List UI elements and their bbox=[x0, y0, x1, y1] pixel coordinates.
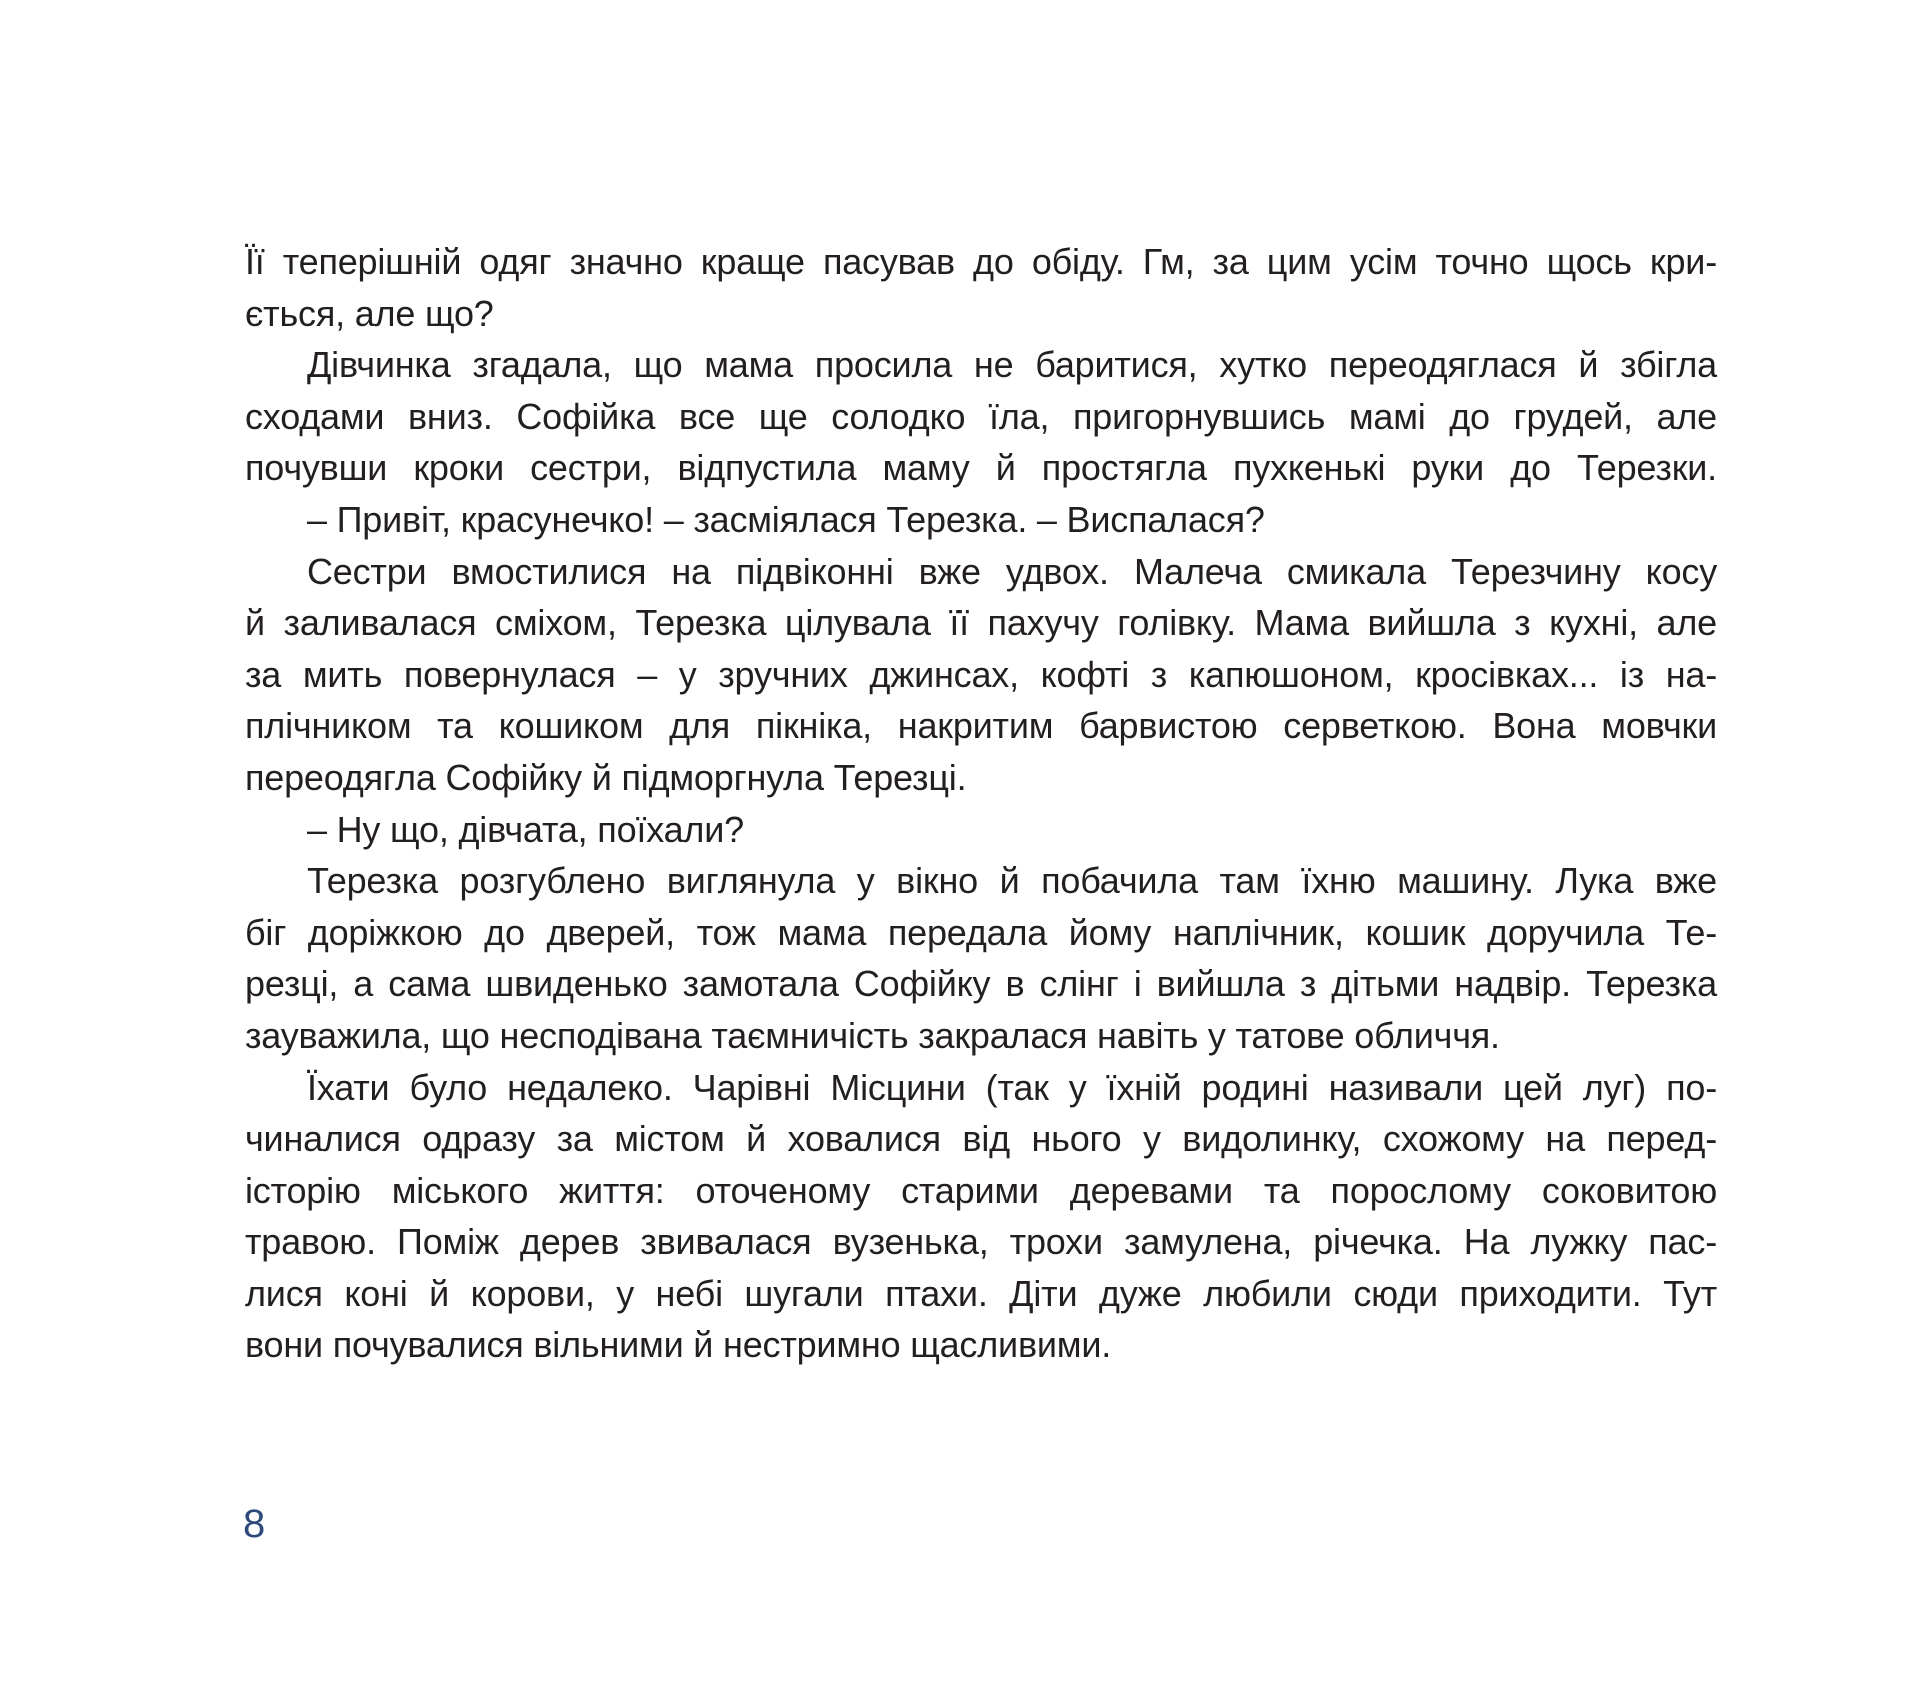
text-line: травою. Поміж дерев звивалася вузенька, трохи замулена, річечка. На лужку пас- bbox=[245, 1221, 1717, 1263]
text-line: Їхати було недалеко. Чарівні Місцини (так у їхній родині називали цей луг) по- bbox=[307, 1066, 1717, 1108]
paragraph-3-dialogue bbox=[245, 494, 1717, 546]
text-line: плічником та кошиком для пікніка, накритим барвистою серветкою. Вона мовчки bbox=[245, 705, 1717, 747]
text-line: лися коні й корови, у небі шугали птахи. Діти дуже любили сюди приходити. Тут bbox=[245, 1272, 1717, 1314]
text-line: й заливалася сміхом, Терезка цілувала її пахучу голівку. Мама вийшла з кухні, але bbox=[245, 602, 1717, 644]
text-line: чиналися одразу за містом й ховалися від нього у видолинку, схожому на перед- bbox=[245, 1118, 1717, 1160]
paragraph-1 bbox=[245, 236, 1717, 339]
text-line: – Привіт, красунечко! – засміялася Терезка. – Виспалася? bbox=[307, 498, 1265, 540]
paragraph-4 bbox=[245, 546, 1717, 804]
text-line: за мить повернулася – у зручних джинсах, кофті з капюшоном, кросівках... із на- bbox=[245, 653, 1717, 695]
text-line: Дівчинка згадала, що мама просила не баритися, хутко переодяглася й збігла bbox=[307, 344, 1717, 386]
text-line: переодягла Софійку й підморгнула Терезці. bbox=[245, 756, 967, 798]
text-line: сходами вниз. Софійка все ще солодко їла, пригорнувшись мамі до грудей, але bbox=[245, 395, 1717, 437]
text-line: Терезка розгублено виглянула у вікно й побачила там їхню машину. Лука вже bbox=[307, 860, 1717, 902]
paragraph-5-dialogue bbox=[245, 804, 1717, 856]
text-line: історію міського життя: оточеному старими деревами та порослому соковитою bbox=[245, 1169, 1717, 1211]
text-line: вони почувалися вільними й нестримно щасливими. bbox=[245, 1324, 1112, 1366]
text-line: ється, але що? bbox=[245, 292, 494, 334]
text-line: – Ну що, дівчата, поїхали? bbox=[307, 808, 744, 850]
text-line: Її теперішній одяг значно краще пасував до обіду. Гм, за цим усім точно щось кри- bbox=[245, 241, 1717, 282]
text-line: зауважила, що несподівана таємничість закралася навіть у татове обличчя. bbox=[245, 1014, 1500, 1056]
text-line: резці, а сама швиденько замотала Софійку в слінг і вийшла з дітьми надвір. Терезка bbox=[245, 963, 1717, 1005]
paragraph-2 bbox=[245, 339, 1717, 494]
body-text bbox=[245, 236, 1717, 1371]
text-line: біг доріжкою до дверей, тож мама передала йому наплічник, кошик доручила Те- bbox=[245, 911, 1717, 953]
page-number: 8 bbox=[243, 1502, 266, 1546]
text-line: почувши кроки сестри, відпустила маму й простягла пухкенькі руки до Терезки. bbox=[245, 447, 1717, 489]
paragraph-7 bbox=[245, 1062, 1717, 1372]
text-line: Сестри вмостилися на підвіконні вже удвох. Малеча смикала Терезчину косу bbox=[307, 550, 1717, 592]
paragraph-6 bbox=[245, 855, 1717, 1061]
